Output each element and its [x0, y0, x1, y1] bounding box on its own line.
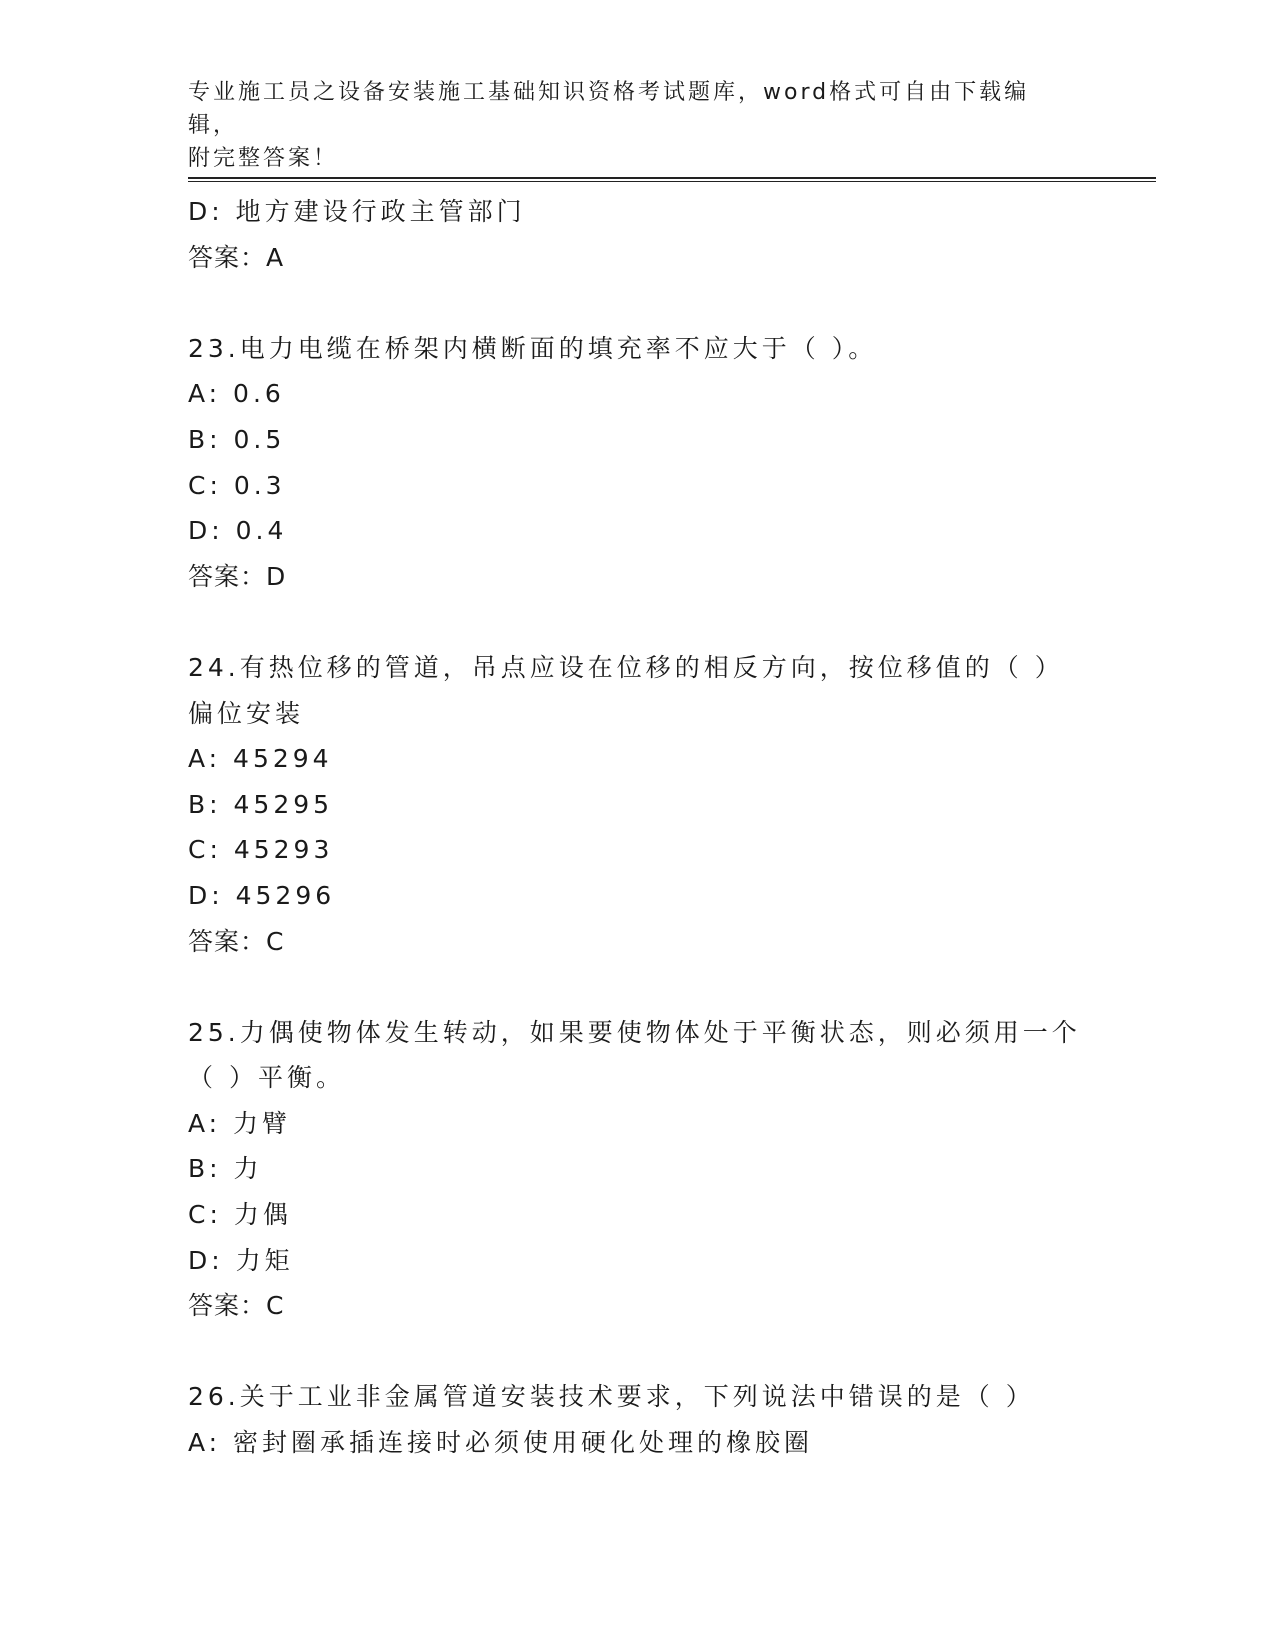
answer: 答案：C [188, 1291, 285, 1321]
question-stem: 25.力偶使物体发生转动，如果要使物体处于平衡状态，则必须用一个 [188, 1017, 1081, 1047]
spacer [188, 1329, 1148, 1375]
spacer [188, 964, 1148, 1010]
option-d: D: 45296 [188, 880, 336, 910]
question-stem-continued: （ ）平衡。 [188, 1063, 345, 1093]
option-c: C: 45293 [188, 835, 334, 865]
option-b: B: 力 [188, 1154, 263, 1184]
question-stem-continued: 偏位安装 [188, 698, 305, 728]
spacer [188, 599, 1148, 645]
spacer [188, 280, 1148, 326]
option-c: C: 力偶 [188, 1200, 292, 1230]
option-a: A: 0.6 [188, 379, 285, 409]
option-a: A: 密封圈承插连接时必须使用硬化处理的橡胶圈 [188, 1428, 814, 1458]
option-d: D: 0.4 [188, 516, 288, 546]
answer: 答案：D [188, 561, 287, 591]
answer: 答案：C [188, 926, 285, 956]
prev-option-d: D: 地方建设行政主管部门 [188, 197, 526, 226]
question-content [188, 189, 1148, 1466]
question-stem: 26.关于工业非金属管道安装技术要求，下列说法中错误的是（ ） [188, 1382, 1035, 1412]
header-divider-thin [188, 181, 1156, 182]
header-line-2: 附完整答案！ [188, 146, 339, 171]
question-25 [188, 1010, 1148, 1329]
option-d: D: 力矩 [188, 1245, 294, 1275]
option-b: B: 45295 [188, 789, 334, 819]
option-a: A: 力臂 [188, 1108, 292, 1138]
document-header [188, 76, 1068, 175]
option-c: C: 0.3 [188, 470, 286, 500]
question-stem: 24.有热位移的管道，吊点应设在位移的相反方向，按位移值的（ ） [188, 652, 1064, 682]
question-23 [188, 326, 1148, 600]
prev-answer: 答案：A [188, 242, 285, 272]
question-stem: 23.电力电缆在桥架内横断面的填充率不应大于（ ）。 [188, 333, 878, 363]
option-a: A: 45294 [188, 744, 333, 774]
question-26 [188, 1374, 1148, 1465]
question-24 [188, 645, 1148, 964]
option-b: B: 0.5 [188, 424, 286, 454]
header-line-1: 专业施工员之设备安装施工基础知识资格考试题库，word格式可自由下载编辑， [188, 80, 1030, 138]
header-divider-thick [188, 177, 1156, 179]
